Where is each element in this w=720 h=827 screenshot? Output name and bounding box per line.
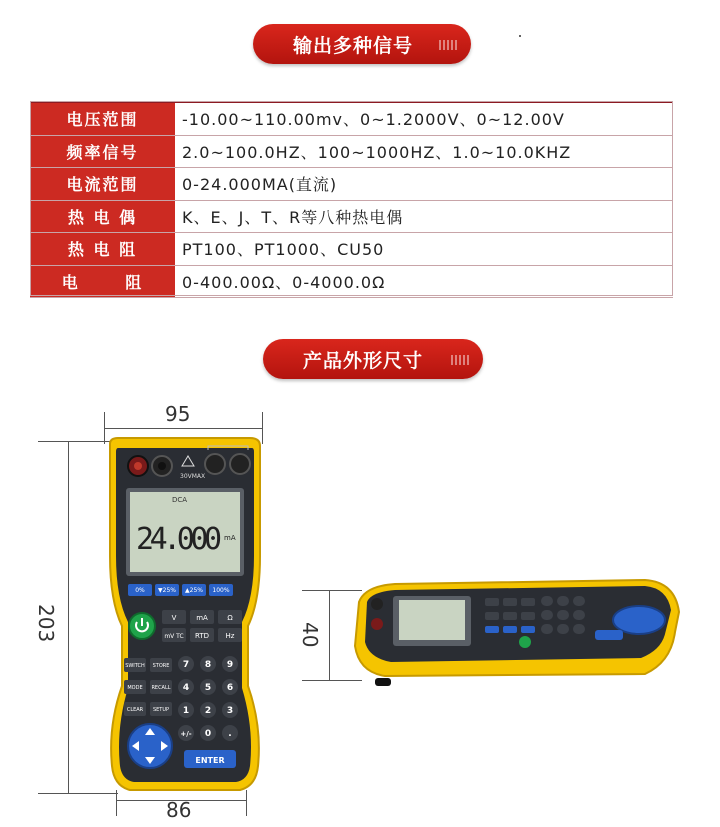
- dim-bottom-width: 86: [166, 798, 192, 822]
- table-row: [30, 102, 673, 135]
- dim-top-line: [104, 428, 262, 429]
- dim-height-line: [68, 441, 69, 793]
- table-row: [30, 168, 673, 201]
- spec-value: 0-24.000MA(直流): [176, 168, 674, 201]
- left-key-label: MODE: [127, 685, 143, 691]
- dim-height: 203: [34, 604, 58, 643]
- num-key-label: 9: [226, 660, 234, 670]
- pct-key-label: ▼25%: [158, 587, 176, 594]
- pct-key-label: 0%: [135, 587, 145, 594]
- spec-label: 热 电 偶: [30, 200, 176, 233]
- num-key-label: +/-: [180, 730, 192, 738]
- lcd-reading: 24.000: [136, 522, 222, 557]
- decor-stripes-icon: [451, 355, 469, 365]
- stray-dot: [519, 35, 521, 37]
- func-key-label: mV TC: [164, 633, 184, 640]
- pct-key-label: 100%: [212, 587, 230, 594]
- terminal-label: 30VMAX: [180, 473, 206, 480]
- dim-thickness: 40: [298, 622, 322, 648]
- left-key-label: SWITCH: [125, 663, 145, 669]
- left-key-label: RECALL: [151, 685, 171, 691]
- spec-label: 电流范围: [30, 168, 176, 201]
- section-title-text: 输出多种信号: [292, 34, 413, 57]
- num-key-label: 7: [182, 660, 190, 670]
- left-key-label: SETUP: [152, 707, 170, 713]
- num-key-label: 2: [204, 706, 212, 716]
- enter-key-label: ENTER: [195, 756, 225, 765]
- section-title-dimensions: [263, 339, 483, 379]
- spec-value: -10.00~110.00mv、0~1.2000V、0~12.00V: [176, 102, 674, 135]
- table-row: [30, 200, 673, 233]
- spec-value: K、E、J、T、R等八种热电偶: [176, 200, 674, 233]
- spec-value: PT100、PT1000、CU50: [176, 233, 674, 266]
- decor-stripes-icon: [439, 40, 457, 50]
- func-key-label: RTD: [194, 632, 210, 640]
- num-key-label: 6: [226, 683, 234, 693]
- func-key-label: mA: [196, 614, 208, 622]
- num-key-label: 1: [182, 706, 190, 716]
- num-key-label: 3: [226, 706, 234, 716]
- table-row: [30, 135, 673, 168]
- lcd-mode: DCA: [172, 496, 188, 504]
- spec-label: 频率信号: [30, 135, 176, 168]
- num-key-label: 5: [204, 683, 212, 693]
- num-key-label: 0: [204, 729, 212, 739]
- left-key-label: STORE: [152, 663, 170, 669]
- table-row: [30, 233, 673, 266]
- spec-value: 0-400.00Ω、0-4000.0Ω: [176, 265, 674, 298]
- num-key-label: .: [228, 729, 232, 739]
- spec-value: 2.0~100.0HZ、100~1000HZ、1.0~10.0KHZ: [176, 135, 674, 168]
- dim-top-width: 95: [165, 402, 191, 426]
- spec-label: 电压范围: [30, 102, 176, 135]
- lcd-unit: mA: [224, 534, 236, 542]
- spec-label: 电 阻: [30, 265, 176, 298]
- num-key-label: 4: [182, 683, 190, 693]
- table-row: [30, 265, 673, 298]
- left-key-label: CLEAR: [126, 707, 144, 713]
- section-title-signals: [253, 24, 471, 64]
- section-title-text: 产品外形尺寸: [302, 349, 423, 372]
- func-key-label: Hz: [225, 632, 235, 640]
- spec-table: [30, 101, 673, 298]
- dim-thickness-line: [329, 590, 330, 680]
- num-key-label: 8: [204, 660, 212, 670]
- func-key-label: V: [171, 614, 177, 622]
- spec-label: 热 电 阻: [30, 233, 176, 266]
- pct-key-label: ▲25%: [185, 587, 203, 594]
- calibrator-side-view: [345, 572, 685, 692]
- calibrator-front-view: [100, 436, 270, 796]
- func-key-label: Ω: [227, 614, 233, 622]
